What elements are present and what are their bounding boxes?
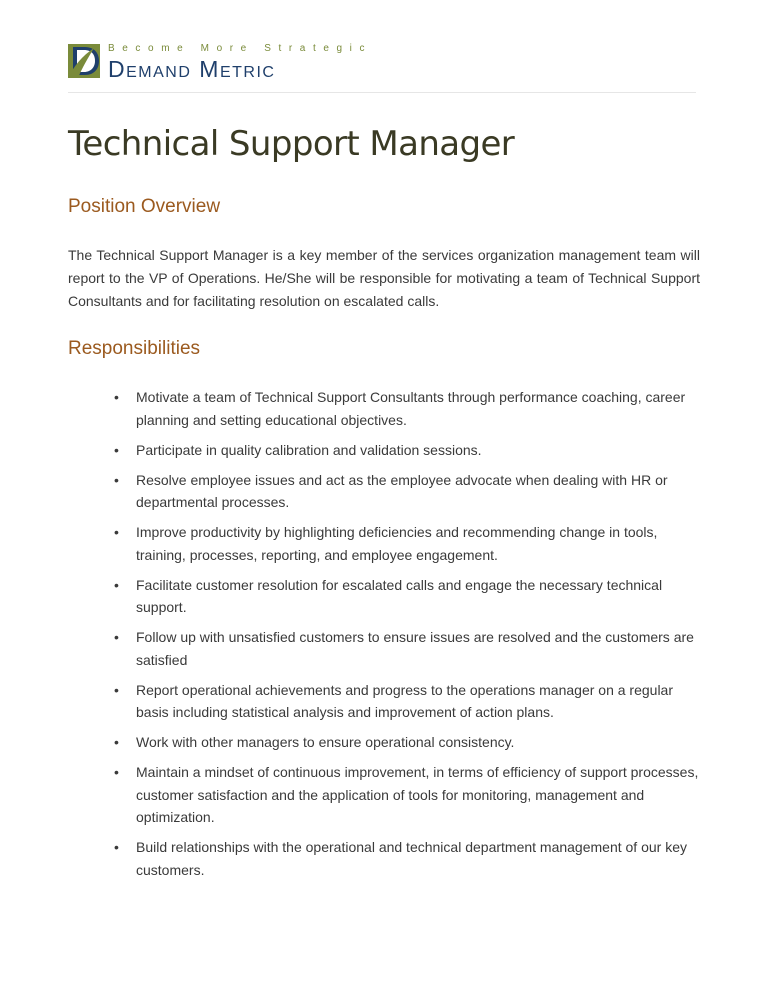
responsibility-text: Resolve employee issues and act as the employee advocate when dealing with HR or departmental processes. (136, 471, 668, 510)
responsibility-item (0, 386, 768, 431)
responsibility-text: Report operational achievements and progress to the operations manager on a regular basis including statistical analysis and improvement of action plans. (136, 681, 673, 720)
responsibility-text: Build relationships with the operational and technical department management of our key customers. (136, 839, 687, 878)
document-header (68, 42, 696, 92)
responsibility-text: Follow up with unsatisfied customers to ensure issues are resolved and the customers are satisfied (136, 629, 694, 668)
responsibility-item (0, 679, 768, 724)
responsibility-item (0, 731, 768, 754)
demand-metric-logo-icon (68, 44, 100, 78)
bullet-icon: • (114, 524, 119, 540)
position-overview-text: The Technical Support Manager is a key member of the services organization management team will report to the VP of Operations. He/She will be responsible for motivating a team of Technical Support Consultants and for facilitating resolution on escalated calls. (68, 247, 700, 309)
responsibility-text: Motivate a team of Technical Support Consultants through performance coaching, career planning and setting educational objectives. (136, 389, 686, 428)
brand-tagline: Become More Strategic (108, 43, 373, 54)
responsibility-item (0, 626, 768, 671)
responsibilities-list (0, 386, 768, 889)
bullet-icon: • (114, 629, 119, 645)
page-title: Technical Support Manager (68, 124, 515, 164)
bullet-icon: • (114, 471, 119, 488)
responsibility-text: Participate in quality calibration and validation sessions. (136, 441, 482, 458)
position-overview-heading: Position Overview (68, 196, 221, 217)
bullet-icon: • (114, 764, 119, 780)
responsibility-text: Work with other managers to ensure operational consistency. (136, 734, 515, 750)
responsibility-item (0, 469, 768, 514)
responsibility-text: Improve productivity by highlighting deficiencies and recommending change in tools, training, processes, reporting, and employee engagement. (136, 524, 658, 563)
bullet-icon: • (114, 441, 119, 458)
responsibility-item (0, 836, 768, 881)
bullet-icon: • (114, 576, 119, 593)
responsibility-item (0, 521, 768, 566)
responsibility-text: Maintain a mindset of continuous improvement, in terms of efficiency of support processes, customer satisfaction and the application of tools for monitoring, management and optimization. (136, 764, 699, 825)
bullet-icon: • (114, 734, 119, 750)
bullet-icon: • (114, 681, 119, 698)
responsibility-text: Facilitate customer resolution for escalated calls and engage the necessary technical support. (136, 576, 663, 615)
responsibilities-heading: Responsibilities (68, 338, 201, 359)
bullet-icon: • (114, 389, 119, 405)
header-divider (68, 92, 696, 93)
bullet-icon: • (114, 839, 119, 855)
responsibility-item (0, 574, 768, 619)
brand-name: Demand Metric (108, 56, 276, 82)
responsibility-item (0, 439, 768, 462)
responsibility-item (0, 761, 768, 829)
